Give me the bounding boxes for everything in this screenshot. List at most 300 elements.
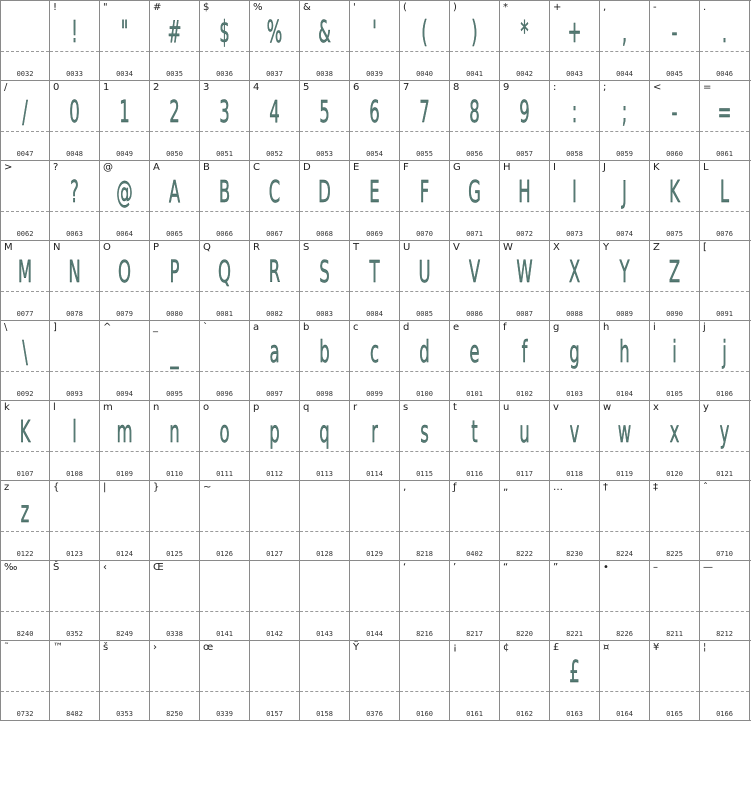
character-code: 0058 <box>566 150 583 158</box>
glyph-sample: R <box>268 255 281 290</box>
character-code: 0056 <box>466 150 483 158</box>
glyph-sample <box>661 569 688 617</box>
character-code: 0164 <box>616 710 633 718</box>
glyph-cell <box>150 561 200 640</box>
glyph-cell <box>0 81 50 160</box>
glyph-cell <box>350 481 400 560</box>
glyph-cell <box>600 561 650 640</box>
character-label: ” <box>553 562 559 573</box>
character-label: … <box>553 482 563 493</box>
character-code: 8211 <box>666 630 683 638</box>
glyph-sample <box>611 489 638 537</box>
character-code: 0093 <box>66 390 83 398</box>
character-label: † <box>603 482 608 493</box>
glyph-cell <box>300 161 350 240</box>
character-label: ¦ <box>703 642 707 653</box>
glyph-cell <box>650 401 700 480</box>
glyph-sample: L <box>719 175 730 210</box>
character-code: 0052 <box>266 150 283 158</box>
glyph-cell <box>350 321 400 400</box>
glyph-cell <box>650 161 700 240</box>
character-label: C <box>253 162 260 173</box>
character-code: 0046 <box>716 70 733 78</box>
character-label: [ <box>703 242 707 253</box>
glyph-row <box>0 560 751 640</box>
character-code: 0053 <box>316 150 333 158</box>
glyph-sample: / <box>22 95 28 130</box>
character-label: ? <box>53 162 59 173</box>
glyph-sample: Q <box>218 255 231 290</box>
character-code: 0054 <box>366 150 383 158</box>
glyph-cell <box>200 241 250 320</box>
character-code: 0352 <box>66 630 83 638</box>
glyph-cell <box>550 321 600 400</box>
glyph-cell <box>100 401 150 480</box>
character-code: 0066 <box>216 230 233 238</box>
glyph-cell <box>100 161 150 240</box>
glyph-cell <box>50 81 100 160</box>
glyph-sample: x <box>669 415 680 450</box>
character-label: ¥ <box>653 642 660 653</box>
character-label: 7 <box>403 82 410 93</box>
character-code: 0096 <box>216 390 233 398</box>
glyph-cell <box>200 161 250 240</box>
glyph-sample <box>261 649 288 697</box>
glyph-sample: # <box>167 15 182 50</box>
character-code: 0041 <box>466 70 483 78</box>
glyph-sample: _ <box>170 335 179 370</box>
glyph-cell <box>250 161 300 240</box>
character-code: 0064 <box>116 230 133 238</box>
character-label: s <box>403 402 409 413</box>
glyph-sample: = <box>717 95 732 130</box>
character-label: r <box>353 402 358 413</box>
glyph-sample: D <box>318 175 331 210</box>
glyph-sample: % <box>266 15 283 50</box>
character-code: 0119 <box>616 470 633 478</box>
character-code: 0087 <box>516 310 533 318</box>
character-code: 0042 <box>516 70 533 78</box>
character-code: 0338 <box>166 630 183 638</box>
character-label: # <box>153 2 162 13</box>
glyph-sample <box>511 649 538 697</box>
character-code: 0059 <box>616 150 633 158</box>
character-code: 0162 <box>516 710 533 718</box>
glyph-sample <box>511 569 538 617</box>
glyph-cell <box>700 481 750 560</box>
character-code: 0129 <box>366 550 383 558</box>
character-label: . <box>703 2 707 13</box>
glyph-sample <box>261 569 288 617</box>
glyph-cell <box>250 1 300 80</box>
character-label: v <box>553 402 559 413</box>
glyph-cell <box>50 561 100 640</box>
glyph-sample: & <box>318 15 331 50</box>
character-code: 0088 <box>566 310 583 318</box>
character-code: 0048 <box>66 150 83 158</box>
character-code: 0067 <box>266 230 283 238</box>
character-label: T <box>353 242 360 253</box>
glyph-cell <box>0 241 50 320</box>
glyph-cell <box>450 1 500 80</box>
character-label: P <box>153 242 160 253</box>
character-label: @ <box>103 162 113 173</box>
character-code: 0077 <box>16 310 34 318</box>
glyph-cell <box>200 1 250 80</box>
glyph-cell <box>450 401 500 480</box>
character-label: { <box>53 482 60 493</box>
character-label: < <box>653 82 662 93</box>
character-label: ^ <box>103 322 112 333</box>
glyph-sample: r <box>371 415 378 450</box>
glyph-cell <box>450 81 500 160</box>
glyph-sample: * <box>520 15 529 50</box>
glyph-cell <box>0 561 50 640</box>
glyph-cell <box>550 641 600 720</box>
character-code: 0122 <box>16 550 34 558</box>
glyph-sample: ( <box>421 15 428 50</box>
glyph-cell <box>150 401 200 480</box>
character-code: 0069 <box>366 230 383 238</box>
character-label: % <box>253 2 263 13</box>
character-code: 8220 <box>516 630 533 638</box>
glyph-sample: 6 <box>369 95 380 130</box>
character-code: 0107 <box>16 470 34 478</box>
character-label: } <box>153 482 160 493</box>
glyph-cell <box>150 81 200 160</box>
character-label: / <box>4 82 8 93</box>
character-label: 0 <box>53 82 60 93</box>
glyph-sample: ? <box>70 175 79 210</box>
character-code: 8226 <box>616 630 633 638</box>
character-code: 0084 <box>366 310 383 318</box>
glyph-cell <box>350 161 400 240</box>
glyph-sample <box>311 649 338 697</box>
glyph-sample: z <box>20 495 30 530</box>
glyph-cell <box>300 401 350 480</box>
character-code: 0732 <box>16 710 34 718</box>
glyph-sample <box>461 489 488 537</box>
glyph-sample <box>661 489 688 537</box>
glyph-sample: g <box>569 335 580 370</box>
glyph-cell <box>450 641 500 720</box>
glyph-sample: K <box>19 415 31 450</box>
character-code: 0071 <box>466 230 483 238</box>
glyph-sample: H <box>518 175 531 210</box>
character-code: 0055 <box>416 150 433 158</box>
character-code: 0034 <box>116 70 133 78</box>
glyph-cell <box>50 241 100 320</box>
character-label: a <box>253 322 260 333</box>
glyph-sample: B <box>218 175 231 210</box>
glyph-cell <box>700 81 750 160</box>
glyph-sample: a <box>269 335 280 370</box>
character-label: t <box>453 402 457 413</box>
character-label: + <box>553 2 562 13</box>
character-code: 0127 <box>266 550 283 558</box>
character-label: p <box>253 402 260 413</box>
glyph-sample: y <box>719 415 730 450</box>
character-code: 0037 <box>266 70 283 78</box>
character-code: 0094 <box>116 390 133 398</box>
glyph-cell <box>400 81 450 160</box>
glyph-sample <box>211 489 238 537</box>
glyph-sample <box>461 649 488 697</box>
character-code: 0049 <box>116 150 133 158</box>
glyph-sample: G <box>468 175 481 210</box>
glyph-cell <box>100 641 150 720</box>
glyph-cell <box>700 401 750 480</box>
glyph-cell <box>250 241 300 320</box>
character-code: 0123 <box>66 550 83 558</box>
character-label: l <box>53 402 56 413</box>
character-label: 9 <box>503 82 510 93</box>
glyph-sample: @ <box>116 175 133 210</box>
glyph-cell <box>350 1 400 80</box>
glyph-cell <box>250 321 300 400</box>
glyph-row <box>0 640 751 721</box>
glyph-cell <box>650 561 700 640</box>
glyph-cell <box>0 1 50 80</box>
character-label: ! <box>53 2 58 13</box>
character-code: 0083 <box>316 310 333 318</box>
glyph-cell <box>400 481 450 560</box>
glyph-cell <box>100 241 150 320</box>
glyph-cell <box>250 81 300 160</box>
glyph-sample <box>111 569 138 617</box>
character-code: 0044 <box>616 70 633 78</box>
character-label: i <box>653 322 656 333</box>
glyph-sample: P <box>169 255 180 290</box>
character-code: 0033 <box>66 70 83 78</box>
character-label: K <box>653 162 660 173</box>
character-label: n <box>153 402 160 413</box>
glyph-cell <box>600 161 650 240</box>
glyph-sample: n <box>169 415 180 450</box>
character-label: ™ <box>53 642 63 653</box>
glyph-cell <box>450 561 500 640</box>
character-label: e <box>453 322 460 333</box>
glyph-cell <box>50 1 100 80</box>
glyph-cell <box>200 481 250 560</box>
character-code: 0057 <box>516 150 533 158</box>
glyph-sample: ; <box>621 95 628 130</box>
glyph-sample <box>111 489 138 537</box>
glyph-cell <box>400 561 450 640</box>
character-code: 8216 <box>416 630 433 638</box>
glyph-sample: ' <box>372 15 377 50</box>
glyph-sample: 2 <box>169 95 180 130</box>
character-label: h <box>603 322 610 333</box>
glyph-cell <box>500 641 550 720</box>
character-code: 0710 <box>716 550 733 558</box>
character-label: G <box>453 162 461 173</box>
character-label: ‡ <box>653 482 658 493</box>
character-code: 8217 <box>466 630 483 638</box>
glyph-sample: 3 <box>219 95 230 130</box>
glyph-sample: T <box>369 255 380 290</box>
character-label: * <box>503 2 508 13</box>
glyph-sample: : <box>571 95 578 130</box>
glyph-cell <box>400 1 450 80</box>
glyph-cell <box>0 481 50 560</box>
glyph-cell <box>600 401 650 480</box>
character-label: z <box>4 482 10 493</box>
glyph-cell <box>50 321 100 400</box>
glyph-sample: f <box>521 335 528 370</box>
character-code: 0086 <box>466 310 483 318</box>
character-label: = <box>703 82 712 93</box>
glyph-cell <box>150 321 200 400</box>
character-label: D <box>303 162 311 173</box>
glyph-sample: w <box>617 415 632 450</box>
glyph-cell <box>500 561 550 640</box>
glyph-sample: 7 <box>419 95 430 130</box>
character-code: 0115 <box>416 470 433 478</box>
character-code: 8240 <box>16 630 34 638</box>
glyph-cell <box>500 1 550 80</box>
character-code: 0144 <box>366 630 383 638</box>
glyph-sample: s <box>420 415 429 450</box>
glyph-cell <box>500 81 550 160</box>
glyph-row <box>0 80 751 160</box>
glyph-cell <box>650 321 700 400</box>
glyph-sample <box>361 569 388 617</box>
glyph-cell <box>450 161 500 240</box>
glyph-sample: $ <box>219 15 230 50</box>
character-code: 0165 <box>666 710 683 718</box>
character-code: 0141 <box>216 630 233 638</box>
character-code: 0143 <box>316 630 333 638</box>
character-code: 0082 <box>266 310 283 318</box>
glyph-cell <box>500 481 550 560</box>
glyph-sample <box>12 649 38 697</box>
character-code: 8250 <box>166 710 183 718</box>
glyph-sample <box>711 649 738 697</box>
glyph-sample <box>411 649 438 697</box>
glyph-sample: 5 <box>319 95 330 130</box>
character-code: 0104 <box>616 390 633 398</box>
glyph-sample <box>461 569 488 617</box>
glyph-cell <box>350 81 400 160</box>
character-label: b <box>303 322 310 333</box>
glyph-cell <box>150 641 200 720</box>
glyph-sample: £ <box>569 655 580 690</box>
glyph-cell <box>150 481 200 560</box>
character-label: " <box>103 2 108 13</box>
character-code: 0078 <box>66 310 83 318</box>
glyph-sample <box>61 489 88 537</box>
glyph-cell <box>150 1 200 80</box>
glyph-sample: d <box>419 335 430 370</box>
glyph-cell <box>300 81 350 160</box>
glyph-cell <box>250 481 300 560</box>
glyph-sample: X <box>568 255 581 290</box>
character-code: 0032 <box>16 70 34 78</box>
character-code: 0068 <box>316 230 333 238</box>
glyph-cell <box>350 401 400 480</box>
character-label: w <box>603 402 612 413</box>
glyph-sample: + <box>567 15 582 50</box>
glyph-cell <box>50 481 100 560</box>
character-code: 0166 <box>716 710 733 718</box>
character-code: 8222 <box>516 550 533 558</box>
character-code: 8221 <box>566 630 583 638</box>
character-code: 0079 <box>116 310 133 318</box>
character-code: 8218 <box>416 550 433 558</box>
glyph-sample <box>261 489 288 537</box>
glyph-sample: h <box>619 335 630 370</box>
character-label: 1 <box>103 82 110 93</box>
glyph-cell <box>250 561 300 640</box>
glyph-cell <box>650 81 700 160</box>
glyph-sample: K <box>669 175 680 210</box>
glyph-sample: E <box>369 175 380 210</box>
glyph-sample <box>12 569 38 617</box>
glyph-cell <box>500 401 550 480</box>
character-code: 0035 <box>166 70 183 78</box>
character-label: 2 <box>153 82 160 93</box>
character-code: 8249 <box>116 630 133 638</box>
character-label: _ <box>153 322 158 333</box>
glyph-sample: ) <box>471 15 478 50</box>
character-code: 0113 <box>316 470 333 478</box>
glyph-cell <box>50 401 100 480</box>
character-label: Š <box>53 562 60 573</box>
glyph-sample: q <box>319 415 330 450</box>
character-code: 0043 <box>566 70 583 78</box>
glyph-sample <box>411 569 438 617</box>
glyph-sample <box>61 649 88 697</box>
character-label: ; <box>603 82 607 93</box>
glyph-row <box>0 0 751 80</box>
glyph-cell <box>250 641 300 720</box>
character-label: Z <box>653 242 660 253</box>
glyph-sample: i <box>672 335 677 370</box>
glyph-cell <box>300 241 350 320</box>
glyph-cell <box>500 321 550 400</box>
character-label: V <box>453 242 460 253</box>
glyph-cell <box>400 321 450 400</box>
glyph-sample <box>111 649 138 697</box>
character-code: 0095 <box>166 390 183 398</box>
character-label: “ <box>503 562 509 573</box>
character-code: 0062 <box>16 230 34 238</box>
glyph-cell <box>150 241 200 320</box>
character-code: 8482 <box>66 710 83 718</box>
glyph-cell <box>300 1 350 80</box>
character-code: 0157 <box>266 710 283 718</box>
character-code: 0074 <box>616 230 633 238</box>
glyph-sample: Z <box>668 255 681 290</box>
character-label: \ <box>4 322 8 333</box>
character-label: › <box>153 642 157 653</box>
character-label: 8 <box>453 82 460 93</box>
character-label: ƒ <box>453 482 457 493</box>
character-label: — <box>703 562 713 573</box>
glyph-sample <box>361 489 388 537</box>
glyph-cell <box>400 241 450 320</box>
character-code: 0072 <box>516 230 533 238</box>
character-label: „ <box>503 482 509 493</box>
character-label: ¤ <box>603 642 610 653</box>
character-label: 3 <box>203 82 210 93</box>
glyph-sample: A <box>168 175 181 210</box>
character-label: g <box>553 322 560 333</box>
character-label: O <box>103 242 111 253</box>
character-code: 0085 <box>416 310 433 318</box>
character-code: 0102 <box>516 390 533 398</box>
